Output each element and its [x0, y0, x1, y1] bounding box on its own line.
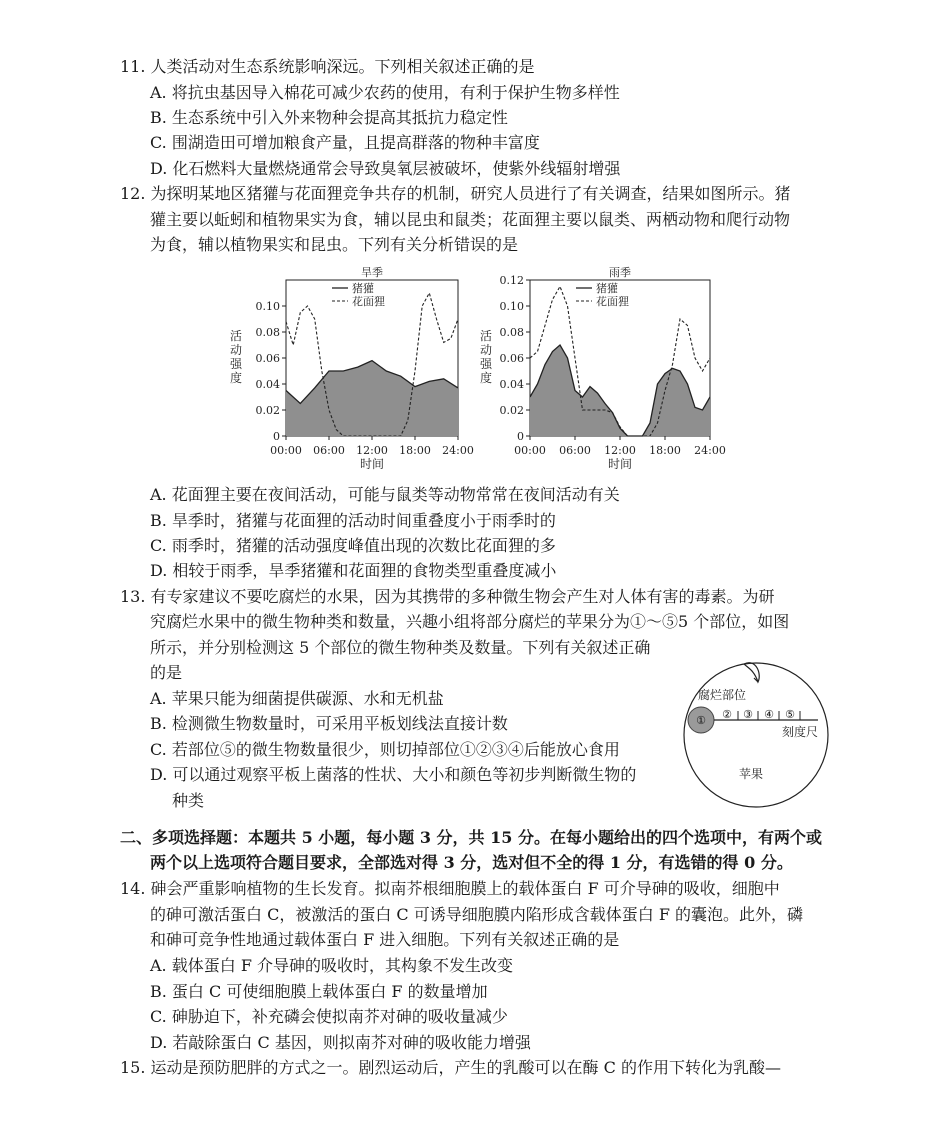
apple-stem	[744, 663, 759, 682]
q13-stem-line3: 所示，并分别检测这 5 个部位的微生物种类及数量。下列有关叙述正确	[150, 638, 651, 657]
y-tick-label: 0.04	[255, 378, 280, 391]
y-tick-label: 0	[517, 430, 524, 443]
section2-header-line1: 二、多项选择题：本题共 5 小题，每小题 3 分，共 15 分。在每小题给出的四个选项中，有两个或	[120, 828, 822, 847]
x-tick-label: 12:00	[356, 444, 388, 457]
y-tick-label: 0.10	[255, 300, 280, 313]
q13-option-c: C. 若部位⑤的微生物数量很少，则切掉部位①②③④后能放心食用	[150, 740, 620, 759]
q14-stem-line3: 和砷可竞争性地通过载体蛋白 F 进入细胞。下列有关叙述正确的是	[150, 930, 620, 949]
part-4-label: ④	[764, 708, 774, 721]
dry-season-chart	[220, 262, 480, 482]
q14-stem-line2: 的砷可激活蛋白 C，被激活的蛋白 C 可诱导细胞膜内陷形成含载体蛋白 F 的囊泡。此外，磷	[150, 905, 804, 924]
q14-option-a: A. 载体蛋白 F 介导砷的吸收时，其构象不发生改变	[150, 956, 514, 975]
q12-option-a: A. 花面狸主要在夜间活动，可能与鼠类等动物常常在夜间活动有关	[150, 485, 620, 504]
q12-option-d: D. 相较于雨季，旱季猪獾和花面狸的食物类型重叠度减小	[150, 561, 557, 580]
chart-title: 雨季	[609, 266, 631, 279]
y-tick-label: 0.02	[255, 404, 280, 417]
q13-stem-line1: 13. 有专家建议不要吃腐烂的水果，因为其携带的多种微生物会产生对人体有害的毒素。为研	[120, 587, 775, 606]
q12-stem-line1: 12. 为探明某地区猪獾与花面狸竞争共存的机制，研究人员进行了有关调查，结果如图所示。猪	[120, 184, 791, 203]
part-3-label: ③	[743, 708, 753, 721]
chart-title: 旱季	[361, 266, 383, 279]
apple-diagram	[678, 640, 834, 810]
x-tick-label: 18:00	[399, 444, 431, 457]
part-2-label: ②	[722, 708, 732, 721]
q11-option-c: C. 围湖造田可增加粮食产量，且提高群落的物种丰富度	[150, 133, 540, 152]
q11-option-d: D. 化石燃料大量燃烧通常会导致臭氧层被破坏，使紫外线辐射增强	[150, 159, 621, 178]
y-tick-label: 0.08	[499, 326, 524, 339]
q12-option-c: C. 雨季时，猪獾的活动强度峰值出现的次数比花面狸的多	[150, 536, 556, 555]
series-area-猪獾	[286, 361, 458, 436]
legend-label: 花面狸	[352, 295, 385, 308]
x-tick-label: 06:00	[559, 444, 591, 457]
x-tick-label: 18:00	[649, 444, 681, 457]
q14-option-d: D. 若敲除蛋白 C 基因，则拟南芥对砷的吸收能力增强	[150, 1033, 531, 1052]
y-tick-label: 0.10	[499, 300, 524, 313]
q13-option-a: A. 苹果只能为细菌提供碳源、水和无机盐	[150, 689, 444, 708]
q12-stem-line2: 獾主要以蚯蚓和植物果实为食，辅以昆虫和鼠类；花面狸主要以鼠类、两栖动物和爬行动物	[150, 210, 791, 229]
y-tick-label: 0.06	[499, 352, 524, 365]
legend-label: 花面狸	[596, 295, 629, 308]
series-area-猪獾	[530, 345, 710, 436]
q11-option-a: A. 将抗虫基因导入棉花可减少农药的使用，有利于保护生物多样性	[150, 83, 620, 102]
q11-stem: 11. 人类活动对生态系统影响深远。下列相关叙述正确的是	[120, 57, 535, 76]
q13-option-d-line2: 种类	[172, 791, 205, 810]
part-5-label: ⑤	[785, 708, 795, 721]
ruler-label: 刻度尺	[782, 725, 819, 739]
y-tick-label: 0.08	[255, 326, 280, 339]
y-tick-label: 0	[273, 430, 280, 443]
q15-stem-line1: 15. 运动是预防肥胖的方式之一。剧烈运动后，产生的乳酸可以在酶 C 的作用下转化为乳酸—	[120, 1058, 781, 1077]
rot-label: 腐烂部位	[698, 688, 747, 702]
y-tick-label: 0.04	[499, 378, 524, 391]
q14-stem-line1: 14. 砷会严重影响植物的生长发育。拟南芥根细胞膜上的载体蛋白 F 可介导砷的吸收，细胞中	[120, 879, 780, 898]
rainy-season-chart	[478, 262, 738, 482]
part-1-label: ①	[696, 714, 706, 727]
q14-option-b: B. 蛋白 C 可使细胞膜上载体蛋白 F 的数量增加	[150, 982, 488, 1001]
q11-option-b: B. 生态系统中引入外来物种会提高其抵抗力稳定性	[150, 108, 508, 127]
y-axis-label: 活动强度	[479, 329, 493, 385]
section2-header-line2: 两个以上选项符合题目要求，全部选对得 3 分，选对但不全的得 1 分，有选错的得 0 分。	[150, 853, 793, 872]
x-tick-label: 12:00	[604, 444, 636, 457]
q13-stem-line2: 究腐烂水果中的微生物种类和数量，兴趣小组将部分腐烂的苹果分为①～⑤5 个部位，如图	[150, 612, 790, 631]
y-tick-label: 0.02	[499, 404, 524, 417]
x-tick-label: 06:00	[313, 444, 345, 457]
x-tick-label: 00:00	[514, 444, 546, 457]
q14-option-c: C. 砷胁迫下，补充磷会使拟南芥对砷的吸收量减少	[150, 1007, 508, 1026]
x-axis-label: 时间	[607, 457, 633, 471]
q12-option-b: B. 旱季时，猪獾与花面狸的活动时间重叠度小于雨季时的	[150, 511, 556, 530]
x-tick-label: 24:00	[694, 444, 726, 457]
legend-label: 猪獾	[352, 282, 374, 295]
x-tick-label: 00:00	[270, 444, 302, 457]
q12-stem-line3: 为食，辅以植物果实和昆虫。下列有关分析错误的是	[150, 235, 519, 254]
x-axis-label: 时间	[359, 457, 385, 471]
y-axis-label: 活动强度	[229, 329, 243, 385]
q13-option-b: B. 检测微生物数量时，可采用平板划线法直接计数	[150, 714, 508, 733]
apple-label: 苹果	[739, 767, 764, 781]
q13-stem-line4: 的是	[150, 663, 183, 682]
y-tick-label: 0.12	[499, 274, 524, 287]
legend-label: 猪獾	[596, 282, 618, 295]
x-tick-label: 24:00	[442, 444, 474, 457]
q13-option-d-line1: D. 可以通过观察平板上菌落的性状、大小和颜色等初步判断微生物的	[150, 765, 637, 784]
y-tick-label: 0.06	[255, 352, 280, 365]
